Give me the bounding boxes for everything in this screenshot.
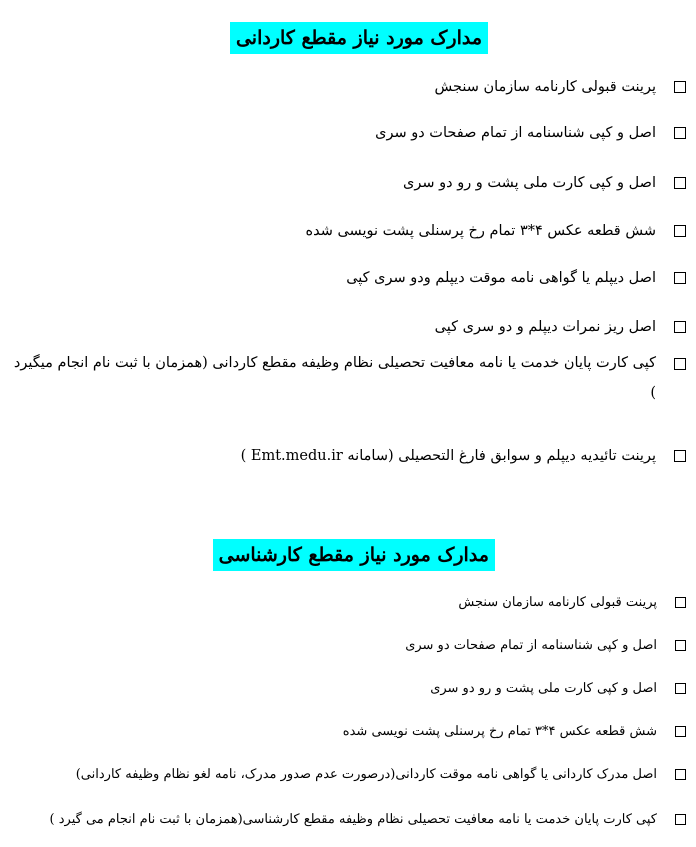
checklist-item-text: اصل مدرک کاردانی یا گواهی نامه موقت کاردانی(درصورت عدم صدور مدرک، نامه لغو نظام وظیفه کاردانی) [75,767,657,782]
section-heading-associate: مدارک مورد نیاز مقطع کاردانی [230,22,488,54]
checklist-item-text: اصل دیپلم یا گواهی نامه موقت دیپلم ودو سری کپی [346,270,656,286]
checkbox-icon[interactable] [674,225,686,237]
checklist-item [10,354,686,408]
checklist-item [435,317,686,337]
checkbox-icon[interactable] [675,769,686,780]
checklist-item-text: اصل و کپی کارت ملی پشت و رو دو سری [403,175,656,191]
checklist-item [241,446,686,466]
checklist-item-text: اصل و کپی شناسنامه از تمام صفحات دو سری [405,638,657,653]
checkbox-icon[interactable] [675,640,686,651]
checklist-item [375,123,686,143]
checkbox-icon[interactable] [674,272,686,284]
checkbox-icon[interactable] [675,814,686,825]
checklist-item [458,594,686,612]
checkbox-icon[interactable] [674,81,686,93]
checklist-item-text: کپی کارت پایان خدمت یا نامه معافیت تحصیلی نظام وظیفه مقطع کاردانی (همزمان با ثبت نام انجام میگیرد ) [13,355,656,401]
checkbox-icon[interactable] [675,683,686,694]
checklist-item-text: پرینت تائیدیه دیپلم و سوابق فارغ التحصیلی (سامانه Emt.medu.ir ) [240,448,656,464]
checklist-item [306,221,687,241]
checkbox-icon[interactable] [674,450,686,462]
checklist-item [434,77,686,97]
checklist-item-text: شش قطعه عکس ۴*۳ تمام رخ پرسنلی پشت نویسی شده [305,223,656,239]
checkbox-icon[interactable] [674,177,686,189]
checklist-item [430,680,686,698]
checklist-item-text: پرینت قبولی کارنامه سازمان سنجش [434,79,656,95]
checklist-item-text: کپی کارت پایان خدمت یا نامه معافیت تحصیلی نظام وظیفه مقطع کارشناسی(همزمان با ثبت نام انجام می گیرد ) [49,812,657,827]
checklist-item [405,637,686,655]
checkbox-icon[interactable] [675,597,686,608]
checklist-item [403,173,686,193]
checklist-item-text: اصل ریز نمرات دیپلم و دو سری کپی [434,319,656,335]
checklist-item [50,811,686,829]
section-heading-bachelor: مدارک مورد نیاز مقطع کارشناسی [213,539,495,571]
checkbox-icon[interactable] [674,358,686,370]
checklist-item [76,766,686,784]
checklist-item-text: پرینت قبولی کارنامه سازمان سنجش [458,595,657,610]
checklist-item-text: شش قطعه عکس ۴*۳ تمام رخ پرسنلی پشت نویسی شده [342,724,657,739]
checklist-item [343,723,686,741]
checklist-item [346,268,686,288]
checkbox-icon[interactable] [674,127,686,139]
checkbox-icon[interactable] [674,321,686,333]
checklist-item-text: اصل و کپی شناسنامه از تمام صفحات دو سری [375,125,656,141]
checklist-item-text: اصل و کپی کارت ملی پشت و رو دو سری [430,681,657,696]
checkbox-icon[interactable] [675,726,686,737]
